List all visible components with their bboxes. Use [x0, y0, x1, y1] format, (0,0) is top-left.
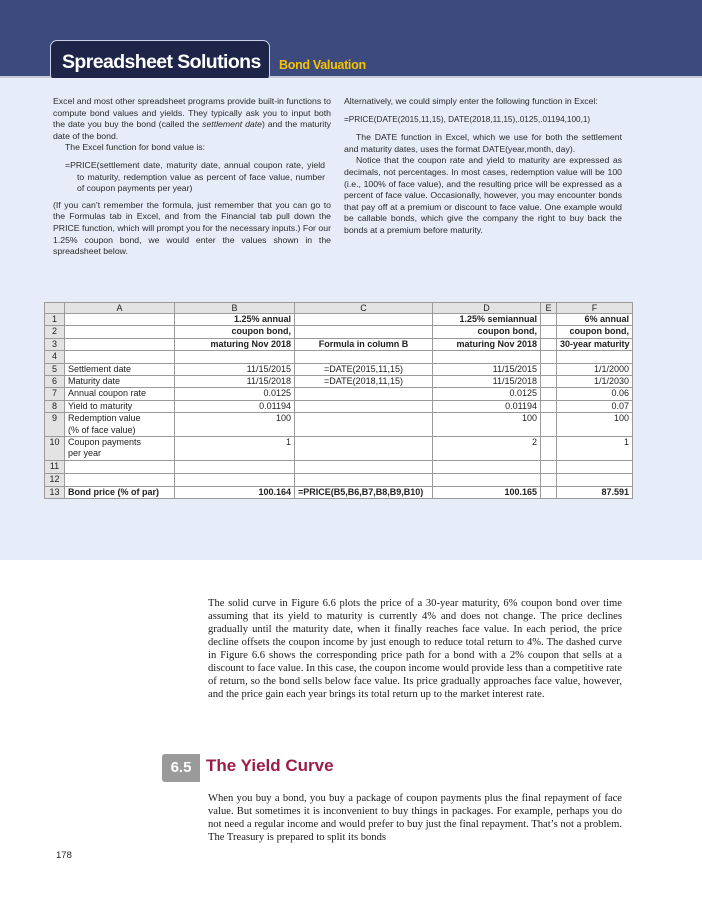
cell-a4: [65, 351, 175, 363]
column-header-b: B: [175, 303, 295, 314]
cell-e3: [541, 338, 557, 350]
cell-e6: [541, 376, 557, 388]
cell-c12: [295, 473, 433, 486]
table-row: [45, 388, 633, 400]
cell-e2: [541, 326, 557, 338]
cell-f13: 87.591: [557, 486, 633, 498]
cell-b6: 11/15/2018: [175, 376, 295, 388]
cell-d8: 0.01194: [433, 400, 541, 412]
cell-c10: [295, 437, 433, 461]
cell-d1: 1.25% semiannual: [433, 314, 541, 326]
cell-a10: [65, 437, 175, 461]
cell-a12: [65, 473, 175, 486]
cell-c13: =PRICE(B5,B6,B7,B8,B9,B10): [295, 486, 433, 498]
table-row: [45, 314, 633, 326]
cell-b5: 11/15/2015: [175, 363, 295, 375]
left-p1-emphasis: settlement date: [202, 119, 262, 130]
cell-f1: 6% annual: [557, 314, 633, 326]
cell-e9: [541, 413, 557, 437]
cell-d6: 11/15/2018: [433, 376, 541, 388]
cell-a9-line1: Redemption value: [68, 413, 141, 424]
cell-f3: 30-year maturity: [557, 338, 633, 350]
left-paragraph-1: [53, 96, 331, 142]
cell-a5: Settlement date: [65, 363, 175, 375]
row-number: 10: [45, 437, 65, 461]
spreadsheet-table: [44, 302, 633, 499]
row-number: 9: [45, 413, 65, 437]
table-row: [45, 486, 633, 498]
cell-c1: [295, 314, 433, 326]
cell-e11: [541, 460, 557, 473]
cell-f11: [557, 460, 633, 473]
cell-e1: [541, 314, 557, 326]
cell-e4: [541, 351, 557, 363]
cell-b7: 0.0125: [175, 388, 295, 400]
cell-a1: [65, 314, 175, 326]
section-number: 6.5: [162, 754, 200, 782]
table-row: [45, 376, 633, 388]
cell-e5: [541, 363, 557, 375]
cell-a7: Annual coupon rate: [65, 388, 175, 400]
cell-b1: 1.25% annual: [175, 314, 295, 326]
price-formula-general: =PRICE(settlement date, maturity date, annual coupon rate, yield to maturity, redemption value as percent of face value, number of coupon payments per year): [65, 159, 325, 194]
cell-a9: [65, 413, 175, 437]
left-p1-text-b: ) and the maturity date of the bond.: [53, 119, 331, 141]
cell-d10: 2: [433, 437, 541, 461]
cell-e12: [541, 473, 557, 486]
cell-a10-line2: per year: [68, 448, 102, 459]
left-column: [53, 96, 331, 258]
left-paragraph-2: The Excel function for bond value is:: [65, 142, 206, 153]
cell-f6: 1/1/2030: [557, 376, 633, 388]
table-row: [45, 326, 633, 338]
table-row: [45, 351, 633, 363]
cell-e10: [541, 437, 557, 461]
cell-a8: Yield to maturity: [65, 400, 175, 412]
cell-d3: maturing Nov 2018: [433, 338, 541, 350]
cell-d2: coupon bond,: [433, 326, 541, 338]
table-row: [45, 338, 633, 350]
right-paragraph-2: The DATE function in Excel, which we use for both the settlement and maturity dates, uses the format DATE(year,month, day).: [344, 132, 622, 154]
cell-c2: [295, 326, 433, 338]
column-header-f: F: [557, 303, 633, 314]
cell-d12: [433, 473, 541, 486]
cell-f4: [557, 351, 633, 363]
page-number: 178: [56, 850, 72, 861]
column-header-row: [45, 303, 633, 314]
table-row: [45, 363, 633, 375]
corner-cell: [45, 303, 65, 314]
left-p1-text-a: Excel and most other spreadsheet programs provide built-in functions to compute bond values and yields. They typically ask you to input both the date you buy the bond (called the: [53, 96, 331, 130]
cell-c11: [295, 460, 433, 473]
column-header-c: C: [295, 303, 433, 314]
cell-d13: 100.165: [433, 486, 541, 498]
cell-a3: [65, 338, 175, 350]
cell-b10: 1: [175, 437, 295, 461]
row-number: 4: [45, 351, 65, 363]
right-paragraph-3: Notice that the coupon rate and yield to maturity are expressed as decimals, not percentages. In most cases, redemption value will be 100 (i.e., 100% of face value), and the resulting price will be expressed as a percent of face value. Occasionally, however, you may encounter bonds that pay off at a premium or discount to face value. One example would be callable bonds, which give the company the right to buy back the bonds at a premium before maturity.: [344, 155, 622, 235]
cell-e13: [541, 486, 557, 498]
price-formula-example: =PRICE(DATE(2015,11,15), DATE(2018,11,15),.0125,.01194,100,1): [344, 114, 591, 124]
right-column: [344, 96, 622, 237]
table-row: [45, 413, 633, 437]
row-number: 3: [45, 338, 65, 350]
table-row: [45, 473, 633, 486]
row-number: 11: [45, 460, 65, 473]
cell-c7: [295, 388, 433, 400]
cell-b3: maturing Nov 2018: [175, 338, 295, 350]
row-number: 13: [45, 486, 65, 498]
cell-c4: [295, 351, 433, 363]
cell-e7: [541, 388, 557, 400]
cell-d7: 0.0125: [433, 388, 541, 400]
cell-b11: [175, 460, 295, 473]
cell-a2: [65, 326, 175, 338]
section-title: The Yield Curve: [206, 756, 334, 775]
cell-f8: 0.07: [557, 400, 633, 412]
cell-a9-line2: (% of face value): [68, 424, 136, 435]
cell-c6: =DATE(2018,11,15): [295, 376, 433, 388]
cell-b12: [175, 473, 295, 486]
body-paragraph-1: The solid curve in Figure 6.6 plots the price of a 30-year maturity, 6% coupon bond over time assuming that its yield to maturity is currently 4% and does not change. The price declines gradually until the maturity date, when it finally reaches face value. In each period, the price decline offsets the coupon income by just enough to reduce total return to 4%. The dashed curve in Figure 6.6 shows the corresponding price path for a bond with a 2% coupon that sells at a discount to face value. In this case, the coupon income would provide less than a competitive rate of return, so the bond sells below face value. Its price gradually approaches face value, however, and the price gain each year brings its total return up to the market interest rate.: [208, 598, 622, 700]
cell-d11: [433, 460, 541, 473]
cell-f5: 1/1/2000: [557, 363, 633, 375]
column-header-e: E: [541, 303, 557, 314]
box-title: Spreadsheet Solutions: [62, 51, 261, 73]
cell-b9: 100: [175, 413, 295, 437]
column-header-d: D: [433, 303, 541, 314]
table-row: [45, 400, 633, 412]
cell-a13: Bond price (% of par): [65, 486, 175, 498]
cell-b4: [175, 351, 295, 363]
row-number: 5: [45, 363, 65, 375]
row-number: 2: [45, 326, 65, 338]
cell-a10-line1: Coupon payments: [68, 437, 142, 448]
row-number: 12: [45, 473, 65, 486]
row-number: 6: [45, 376, 65, 388]
body-paragraph-2: When you buy a bond, you buy a package of coupon payments plus the final repayment of face value. But sometimes it is inconvenient to buy things in packages. For example, perhaps you do not need a regular income and would prefer to buy just the final repayment. That’s not a problem. The Treasury is prepared to split its bonds: [208, 793, 622, 843]
cell-f10: 1: [557, 437, 633, 461]
cell-b2: coupon bond,: [175, 326, 295, 338]
left-paragraph-3: (If you can’t remember the formula, just remember that you can go to the Formulas tab in Excel, and from the Financial tab pull down the PRICE function, which will prompt you for the necessary inputs.) For our 1.25% coupon bond, we would enter the values shown in the spreadsheet below.: [53, 199, 331, 257]
row-number: 1: [45, 314, 65, 326]
cell-d5: 11/15/2015: [433, 363, 541, 375]
cell-b13: 100.164: [175, 486, 295, 498]
cell-e8: [541, 400, 557, 412]
box-subtitle: Bond Valuation: [279, 58, 366, 72]
cell-b8: 0.01194: [175, 400, 295, 412]
cell-a11: [65, 460, 175, 473]
cell-a6: Maturity date: [65, 376, 175, 388]
cell-c5: =DATE(2015,11,15): [295, 363, 433, 375]
cell-f7: 0.06: [557, 388, 633, 400]
cell-c9: [295, 413, 433, 437]
column-header-a: A: [65, 303, 175, 314]
table-row: [45, 460, 633, 473]
cell-d4: [433, 351, 541, 363]
table-row: [45, 437, 633, 461]
cell-f2: coupon bond,: [557, 326, 633, 338]
row-number: 7: [45, 388, 65, 400]
cell-c3: Formula in column B: [295, 338, 433, 350]
cell-c8: [295, 400, 433, 412]
cell-d9: 100: [433, 413, 541, 437]
cell-f9: 100: [557, 413, 633, 437]
right-paragraph-1: Alternatively, we could simply enter the following function in Excel:: [344, 96, 598, 106]
row-number: 8: [45, 400, 65, 412]
cell-f12: [557, 473, 633, 486]
